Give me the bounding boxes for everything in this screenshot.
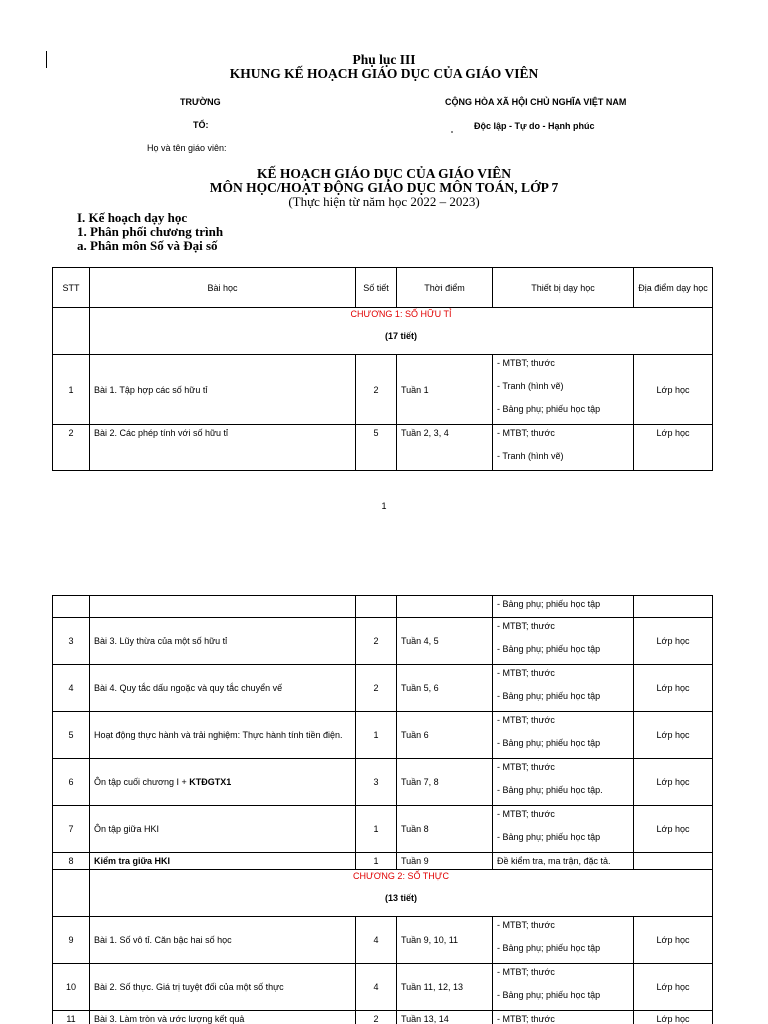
row-time: Tuần 9: [397, 853, 493, 870]
table-row-continued: [53, 596, 713, 618]
table-row: [53, 806, 713, 853]
row-lesson: Ôn tập giữa HKI: [90, 806, 356, 853]
curriculum-table-page2: [52, 595, 713, 1024]
header-time: Thời điểm: [397, 268, 493, 308]
row-lesson: Hoạt động thực hành và trải nghiệm: Thực hành tính tiền điện.: [90, 712, 356, 759]
row-periods: 2: [356, 1011, 397, 1024]
row-time: Tuần 11, 12, 13: [397, 964, 493, 1011]
chapter-row: [53, 308, 713, 355]
row-equipment: - MTBT; thước - Bảng phụ; phiếu học tập: [493, 964, 634, 1011]
row-stt: 3: [53, 618, 90, 665]
row-time: Tuần 13, 14: [397, 1011, 493, 1024]
row-equipment: - MTBT; thước - Bảng phụ; phiếu học tập: [493, 917, 634, 964]
table-row: [53, 712, 713, 759]
row-lesson: Bài 3. Làm tròn và ước lượng kết quả: [90, 1011, 356, 1024]
row-periods: 2: [356, 665, 397, 712]
row-time: Tuần 7, 8: [397, 759, 493, 806]
row-stt: 4: [53, 665, 90, 712]
table-row: [53, 759, 713, 806]
appendix-heading: Phụ lục III: [352, 52, 416, 67]
row-location: Lớp học: [634, 355, 713, 425]
row-location: Lớp học: [634, 665, 713, 712]
table-row: [53, 665, 713, 712]
frame-title: KHUNG KẾ HOẠCH GIÁO DỤC CỦA GIÁO VIÊN: [229, 66, 539, 81]
header-equipment: Thiết bị dạy học: [493, 268, 634, 308]
row-location: Lớp học: [634, 1011, 713, 1024]
national-motto: Độc lập - Tự do - Hạnh phúc: [474, 121, 595, 131]
row-stt: 11: [53, 1011, 90, 1024]
row-periods: 4: [356, 964, 397, 1011]
chapter-title: CHƯƠNG 1: SỐ HỮU TỈ: [350, 309, 452, 319]
underline-dot: [451, 131, 453, 133]
table-row: [53, 425, 713, 471]
plan-title: KẾ HOẠCH GIÁO DỤC CỦA GIÁO VIÊN: [256, 166, 512, 181]
chapter-cell: [90, 870, 713, 917]
chapter-row: [53, 870, 713, 917]
group-label: TỔ:: [193, 120, 209, 130]
school-label: TRƯỜNG: [180, 97, 221, 107]
table-row: [53, 1011, 713, 1024]
row-lesson: Kiểm tra giữa HKI: [90, 853, 356, 870]
row-stt: 9: [53, 917, 90, 964]
section-teaching-plan: I. Kế hoạch dạy học: [77, 210, 188, 225]
section-curriculum: 1. Phân phối chương trình: [77, 224, 224, 239]
row-periods: 1: [356, 853, 397, 870]
plan-subject: MÔN HỌC/HOẠT ĐỘNG GIÁO DỤC MÔN TOÁN, LỚP 7: [209, 180, 559, 195]
row-equipment: - Bảng phụ; phiếu học tập: [493, 596, 634, 618]
table-header-row: [53, 268, 713, 308]
row-periods: 2: [356, 618, 397, 665]
page-number: 1: [381, 501, 387, 511]
row-time: Tuần 5, 6: [397, 665, 493, 712]
chapter-cell: [90, 308, 713, 355]
header-location: Địa điểm dạy học: [634, 268, 713, 308]
table-row: [53, 917, 713, 964]
row-location: Lớp học: [634, 759, 713, 806]
row-stt: 5: [53, 712, 90, 759]
chapter-title: CHƯƠNG 2: SỐ THỰC: [353, 871, 449, 881]
row-stt: 7: [53, 806, 90, 853]
chapter-periods: (17 tiết): [384, 331, 417, 341]
row-stt: 1: [53, 355, 90, 425]
row-lesson: Bài 2. Số thực. Giá trị tuyệt đối của một số thực: [90, 964, 356, 1011]
row-location: Lớp học: [634, 964, 713, 1011]
row-periods: 1: [356, 712, 397, 759]
table-row: [53, 964, 713, 1011]
row-stt: 6: [53, 759, 90, 806]
row-periods: 2: [356, 355, 397, 425]
row-equipment: - MTBT; thước: [493, 1011, 634, 1024]
row-location: Lớp học: [634, 425, 713, 471]
curriculum-table-page1: [52, 267, 713, 471]
row-location: Lớp học: [634, 712, 713, 759]
row-lesson: Ôn tập cuối chương I + KTĐGTX1: [90, 759, 356, 806]
row-time: Tuần 1: [397, 355, 493, 425]
row-location: Lớp học: [634, 806, 713, 853]
row-time: Tuần 9, 10, 11: [397, 917, 493, 964]
row-equipment: - MTBT; thước - Tranh (hình vẽ): [493, 425, 634, 471]
header-stt: STT: [53, 268, 90, 308]
row-equipment: - MTBT; thước - Bảng phụ; phiếu học tập: [493, 665, 634, 712]
teacher-name-label: Họ và tên giáo viên:: [147, 143, 227, 153]
row-lesson: Bài 2. Các phép tính với số hữu tỉ: [90, 425, 356, 471]
row-time: Tuần 2, 3, 4: [397, 425, 493, 471]
table-row: [53, 618, 713, 665]
row-equipment: - MTBT; thước - Bảng phụ; phiếu học tập: [493, 806, 634, 853]
row-time: Tuần 8: [397, 806, 493, 853]
row-equipment: Đề kiểm tra, ma trận, đặc tả.: [493, 853, 634, 870]
row-periods: 5: [356, 425, 397, 471]
section-algebra: a. Phân môn Số và Đại số: [77, 238, 218, 253]
row-location: Lớp học: [634, 618, 713, 665]
row-periods: 1: [356, 806, 397, 853]
plan-school-year: (Thực hiện từ năm học 2022 – 2023): [288, 194, 480, 209]
row-lesson: Bài 1. Số vô tỉ. Căn bậc hai số học: [90, 917, 356, 964]
header-periods: Số tiết: [356, 268, 397, 308]
row-equipment: - MTBT; thước - Bảng phụ; phiếu học tập: [493, 712, 634, 759]
row-equipment: - MTBT; thước - Tranh (hình vẽ) - Bảng phụ; phiếu học tập: [493, 355, 634, 425]
row-location: Lớp học: [634, 917, 713, 964]
republic-heading: CỘNG HÒA XÃ HỘI CHỦ NGHĨA VIỆT NAM: [445, 97, 627, 107]
header-lesson: Bài học: [90, 268, 356, 308]
table-row: [53, 355, 713, 425]
row-periods: 3: [356, 759, 397, 806]
row-time: Tuần 4, 5: [397, 618, 493, 665]
row-stt: 2: [53, 425, 90, 471]
row-lesson: Bài 3. Lũy thừa của một số hữu tỉ: [90, 618, 356, 665]
row-periods: 4: [356, 917, 397, 964]
row-lesson: Bài 4. Quy tắc dấu ngoặc và quy tắc chuyển vế: [90, 665, 356, 712]
chapter-periods: (13 tiết): [384, 893, 417, 903]
row-equipment: - MTBT; thước - Bảng phụ; phiếu học tập: [493, 618, 634, 665]
table-row: [53, 853, 713, 870]
row-equipment: - MTBT; thước - Bảng phụ; phiếu học tập.: [493, 759, 634, 806]
row-time: Tuần 6: [397, 712, 493, 759]
row-stt: 10: [53, 964, 90, 1011]
row-lesson: Bài 1. Tập hợp các số hữu tỉ: [90, 355, 356, 425]
row-stt: 8: [53, 853, 90, 870]
